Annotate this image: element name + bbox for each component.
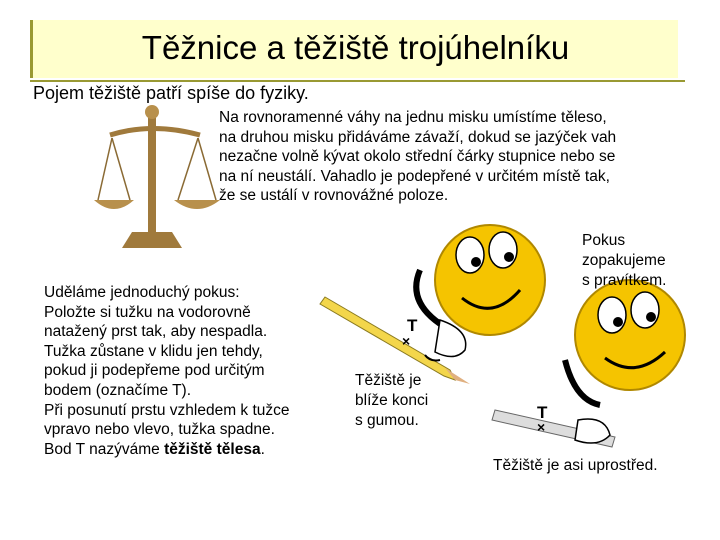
experiment-line: bodem (označíme T). <box>44 381 192 399</box>
description-line: nezačne volně kývat okolo střední čárky stupnice nebo se <box>219 148 616 165</box>
pencil-t-label: T <box>407 316 418 335</box>
experiment-conclusion <box>44 440 344 460</box>
pencil-label-line: blíže konci <box>355 392 429 409</box>
pencil-cross-mark: × <box>402 333 411 349</box>
page-title: Těžnice a těžiště trojúhelníku <box>141 29 570 66</box>
ruler-label-line: zopakujeme <box>582 252 666 269</box>
description-line: na druhou misku přidáváme závaží, dokud se jazýček vah <box>219 128 617 146</box>
balance-scale-image <box>94 105 220 248</box>
experiment-line: vpravo nebo vlevo, tužka spadne. <box>44 421 275 439</box>
description-line: Na rovnoramenné váhy na jednu misku umístíme těleso, <box>219 109 607 126</box>
smiley-pencil-image <box>320 225 545 384</box>
ruler-t-label: T <box>537 403 548 422</box>
experiment-line: natažený prst tak, aby nespadla. <box>44 323 268 341</box>
pencil-label-line: s gumou. <box>355 412 419 429</box>
experiment-line: Při posunutí prstu vzhledem k tužce <box>44 401 290 419</box>
experiment-line: Uděláme jednoduchý pokus: <box>44 284 240 301</box>
experiment-line: Tužka zůstane v klidu jen tehdy, <box>44 342 263 360</box>
description-line: na ní neustálí. Vahadlo je podepřené v určitém místě tak, <box>219 167 610 185</box>
description-line: že se ustálí v rovnovážné poloze. <box>219 187 449 204</box>
conclusion-term: těžiště tělesa <box>164 440 261 458</box>
ruler-cross-mark: × <box>537 419 546 435</box>
experiment-line: pokud ji podepřeme pod určitým <box>44 362 265 380</box>
ruler-label-line: s pravítkem. <box>582 272 667 289</box>
experiment-text <box>44 283 344 459</box>
pencil-center-label <box>355 371 428 431</box>
intro-text: Pojem těžiště patří spíše do fyziky. <box>33 83 309 103</box>
conclusion-prefix: Bod T nazýváme <box>44 440 165 458</box>
pencil-label-line: Těžiště je <box>355 372 422 389</box>
ruler-result-label: Těžiště je asi uprostřed. <box>493 457 658 474</box>
experiment-line: Položte si tužku na vodorovně <box>44 303 251 321</box>
conclusion-suffix: . <box>260 440 265 458</box>
ruler-intro-label <box>582 231 666 291</box>
ruler-label-line: Pokus <box>582 232 626 249</box>
